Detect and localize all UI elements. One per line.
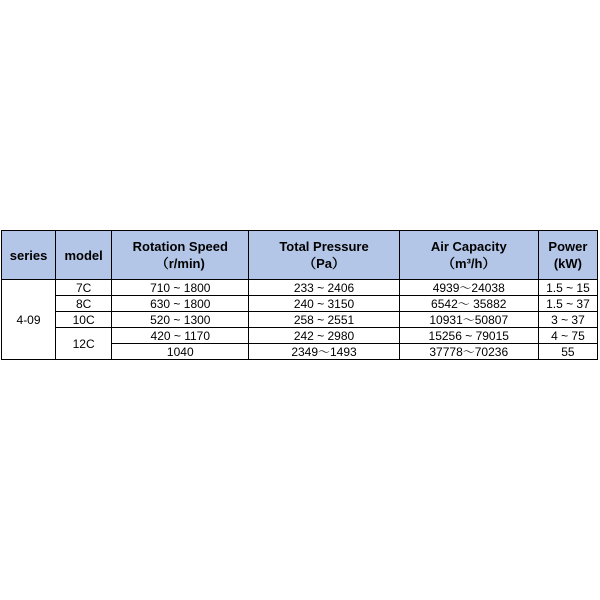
header-power-unit: (kW) — [553, 256, 583, 271]
fan-spec-table — [1, 230, 598, 360]
header-air-capacity-unit: （m³/h） — [442, 256, 496, 271]
model-cell: 12C — [56, 328, 112, 360]
header-total-pressure-label: Total Pressure — [279, 239, 369, 254]
pressure-cell: 233 ~ 2406 — [249, 280, 399, 296]
model-cell: 8C — [56, 296, 112, 312]
speed-cell: 520 ~ 1300 — [112, 312, 249, 328]
pressure-cell: 2349～1493 — [249, 344, 399, 360]
table-row — [2, 312, 598, 328]
header-row — [2, 231, 598, 280]
table-row — [2, 328, 598, 344]
header-rotation-speed-label: Rotation Speed — [132, 239, 228, 254]
power-cell: 55 — [538, 344, 597, 360]
power-cell: 1.5 ~ 15 — [538, 280, 597, 296]
header-air-capacity-label: Air Capacity — [430, 239, 507, 254]
header-total-pressure — [249, 231, 399, 280]
header-power — [538, 231, 597, 280]
air-cell: 37778～70236 — [399, 344, 538, 360]
speed-cell: 630 ~ 1800 — [112, 296, 249, 312]
air-cell: 6542～ 35882 — [399, 296, 538, 312]
table-row — [2, 280, 598, 296]
speed-cell: 710 ~ 1800 — [112, 280, 249, 296]
model-cell: 7C — [56, 280, 112, 296]
pressure-cell: 258 ~ 2551 — [249, 312, 399, 328]
header-rotation-speed — [112, 231, 249, 280]
air-cell: 4939～24038 — [399, 280, 538, 296]
speed-cell: 420 ~ 1170 — [112, 328, 249, 344]
header-power-label: Power — [548, 239, 588, 254]
header-air-capacity — [399, 231, 538, 280]
air-cell: 10931～50807 — [399, 312, 538, 328]
header-series: series — [2, 231, 56, 280]
header-model: model — [56, 231, 112, 280]
header-total-pressure-unit: （Pa） — [303, 256, 345, 271]
power-cell: 4 ~ 75 — [538, 328, 597, 344]
pressure-cell: 240 ~ 3150 — [249, 296, 399, 312]
air-cell: 15256 ~ 79015 — [399, 328, 538, 344]
model-cell: 10C — [56, 312, 112, 328]
table-row — [2, 296, 598, 312]
power-cell: 3 ~ 37 — [538, 312, 597, 328]
header-rotation-speed-unit: （r/min) — [155, 256, 205, 271]
power-cell: 1.5 ~ 37 — [538, 296, 597, 312]
pressure-cell: 242 ~ 2980 — [249, 328, 399, 344]
series-cell: 4-09 — [2, 280, 56, 360]
speed-cell: 1040 — [112, 344, 249, 360]
